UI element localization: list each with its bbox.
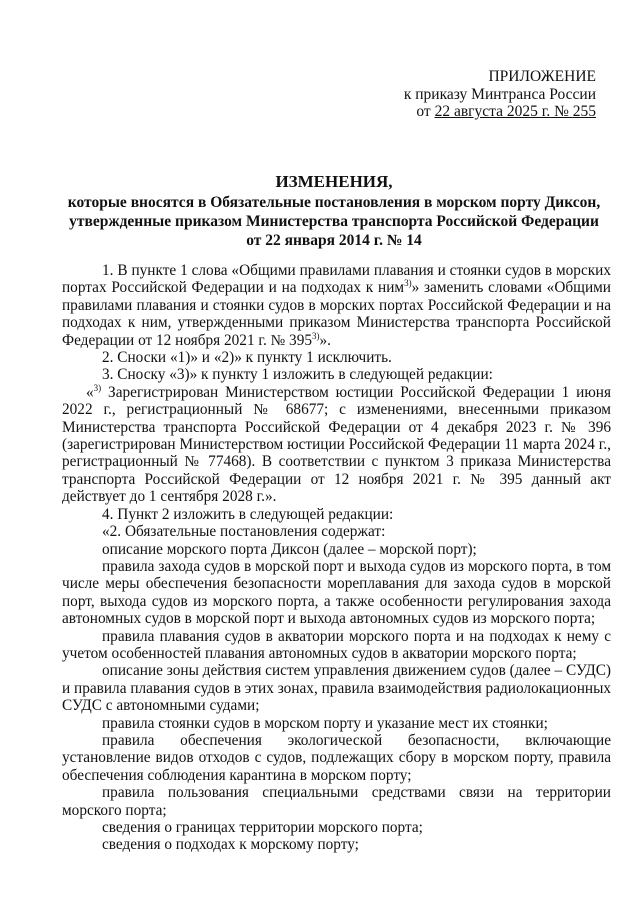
list-item: правила обеспечения экологической безопасности, включающие установление видов отходов с судов, подлежащих сбору в морском порту, правила обеспечения соблюдения карантина в морском порту; <box>62 731 611 784</box>
title-line-2: утвержденные приказом Министерства транспорта Российской Федерации <box>69 213 599 230</box>
list-item: правила стоянки судов в морском порту и указание мест их стоянки; <box>102 714 548 732</box>
document-body <box>62 262 611 854</box>
list-item: правила захода судов в морской порт и выхода судов из морского порта, в том числе меры обеспечения безопасности мореплавания для захода судов в морской порт, выхода судов из морского порта, а также особенности регулирования захода автономных судов в морской порт и выхода автономных судов из морского порта; <box>62 557 611 628</box>
order-date: 22 августа 2025 г. <box>434 103 551 120</box>
list-item: сведения о подходах к морскому порту; <box>102 836 359 854</box>
list-item: правила плавания судов в акватории морского порта и на подходах к нему с учетом особенностей плавания автономных судов в акватории морского порта; <box>62 627 611 662</box>
appendix-date-line: от 22 августа 2025 г. № 255 <box>416 103 596 120</box>
paragraph-1: 1. В пункте 1 слова «Общими правилами плавания и стоянки судов в морских портах Российской Федерации и на подходах к ним$^{3)}$» заменить словами «Общими правилами плавания и стоянки судов в морских портах Российской Федерации и на подходах к ним, утвержденными приказом Министерства транспорта Российской Федерации от 12 ноября 2021 г. № 395$^{3)}$». <box>62 262 611 349</box>
list-item: сведения о границах территории морского порта; <box>102 819 423 836</box>
appendix-label: ПРИЛОЖЕНИЕ <box>488 68 596 85</box>
title-line-1: которые вносятся в Обязательные постановления в морском порту Диксон, <box>67 194 601 211</box>
appendix-order-ref: к приказу Минтранса России <box>403 85 596 103</box>
list-item: описание морского порта Диксон (далее – морской порт); <box>102 540 477 558</box>
list-item: правила пользования специальными средствами связи на территории морского порта; <box>62 784 611 819</box>
paragraph-3: 3. Сноску «3)» к пункту 1 изложить в следующей редакции: <box>102 366 493 384</box>
paragraph-4: 4. Пункт 2 изложить в следующей редакции: <box>102 505 394 523</box>
title-line-3: от 22 января 2014 г. № 14 <box>246 232 422 249</box>
order-number: 255 <box>572 103 596 120</box>
footnote-quote: «$^{3)}$ Зарегистрирован Министерством юстиции Российской Федерации 1 июня 2022 г., регистрационный № 68677; с изменениями, внесенными приказом Министерства транспорта Российской Федерации от 4 декабря 2023 г. № 396 (зарегистрирован Министерством юстиции Российской Федерации 11 марта 2024 г., регистрационный № 77468). В соответствии с пунктом 3 приказа Министерства транспорта Российской Федерации от 12 ноября 2021 г. № 395 данный акт действует до 1 сентября 2028 г.». <box>62 382 611 506</box>
title-main: ИЗМЕНЕНИЯ, <box>275 172 393 191</box>
document-title <box>60 172 608 250</box>
appendix-header <box>404 68 596 121</box>
paragraph-2: 2. Сноски «1)» и «2)» к пункту 1 исключить. <box>102 349 392 367</box>
list-item: описание зоны действия систем управления движением судов (далее – СУДС) и правила плавания судов в этих зонах, правила взаимодействия радиолокационных СУДС с автономными судами; <box>62 662 611 715</box>
list-item: «2. Обязательные постановления содержат: <box>102 523 386 541</box>
